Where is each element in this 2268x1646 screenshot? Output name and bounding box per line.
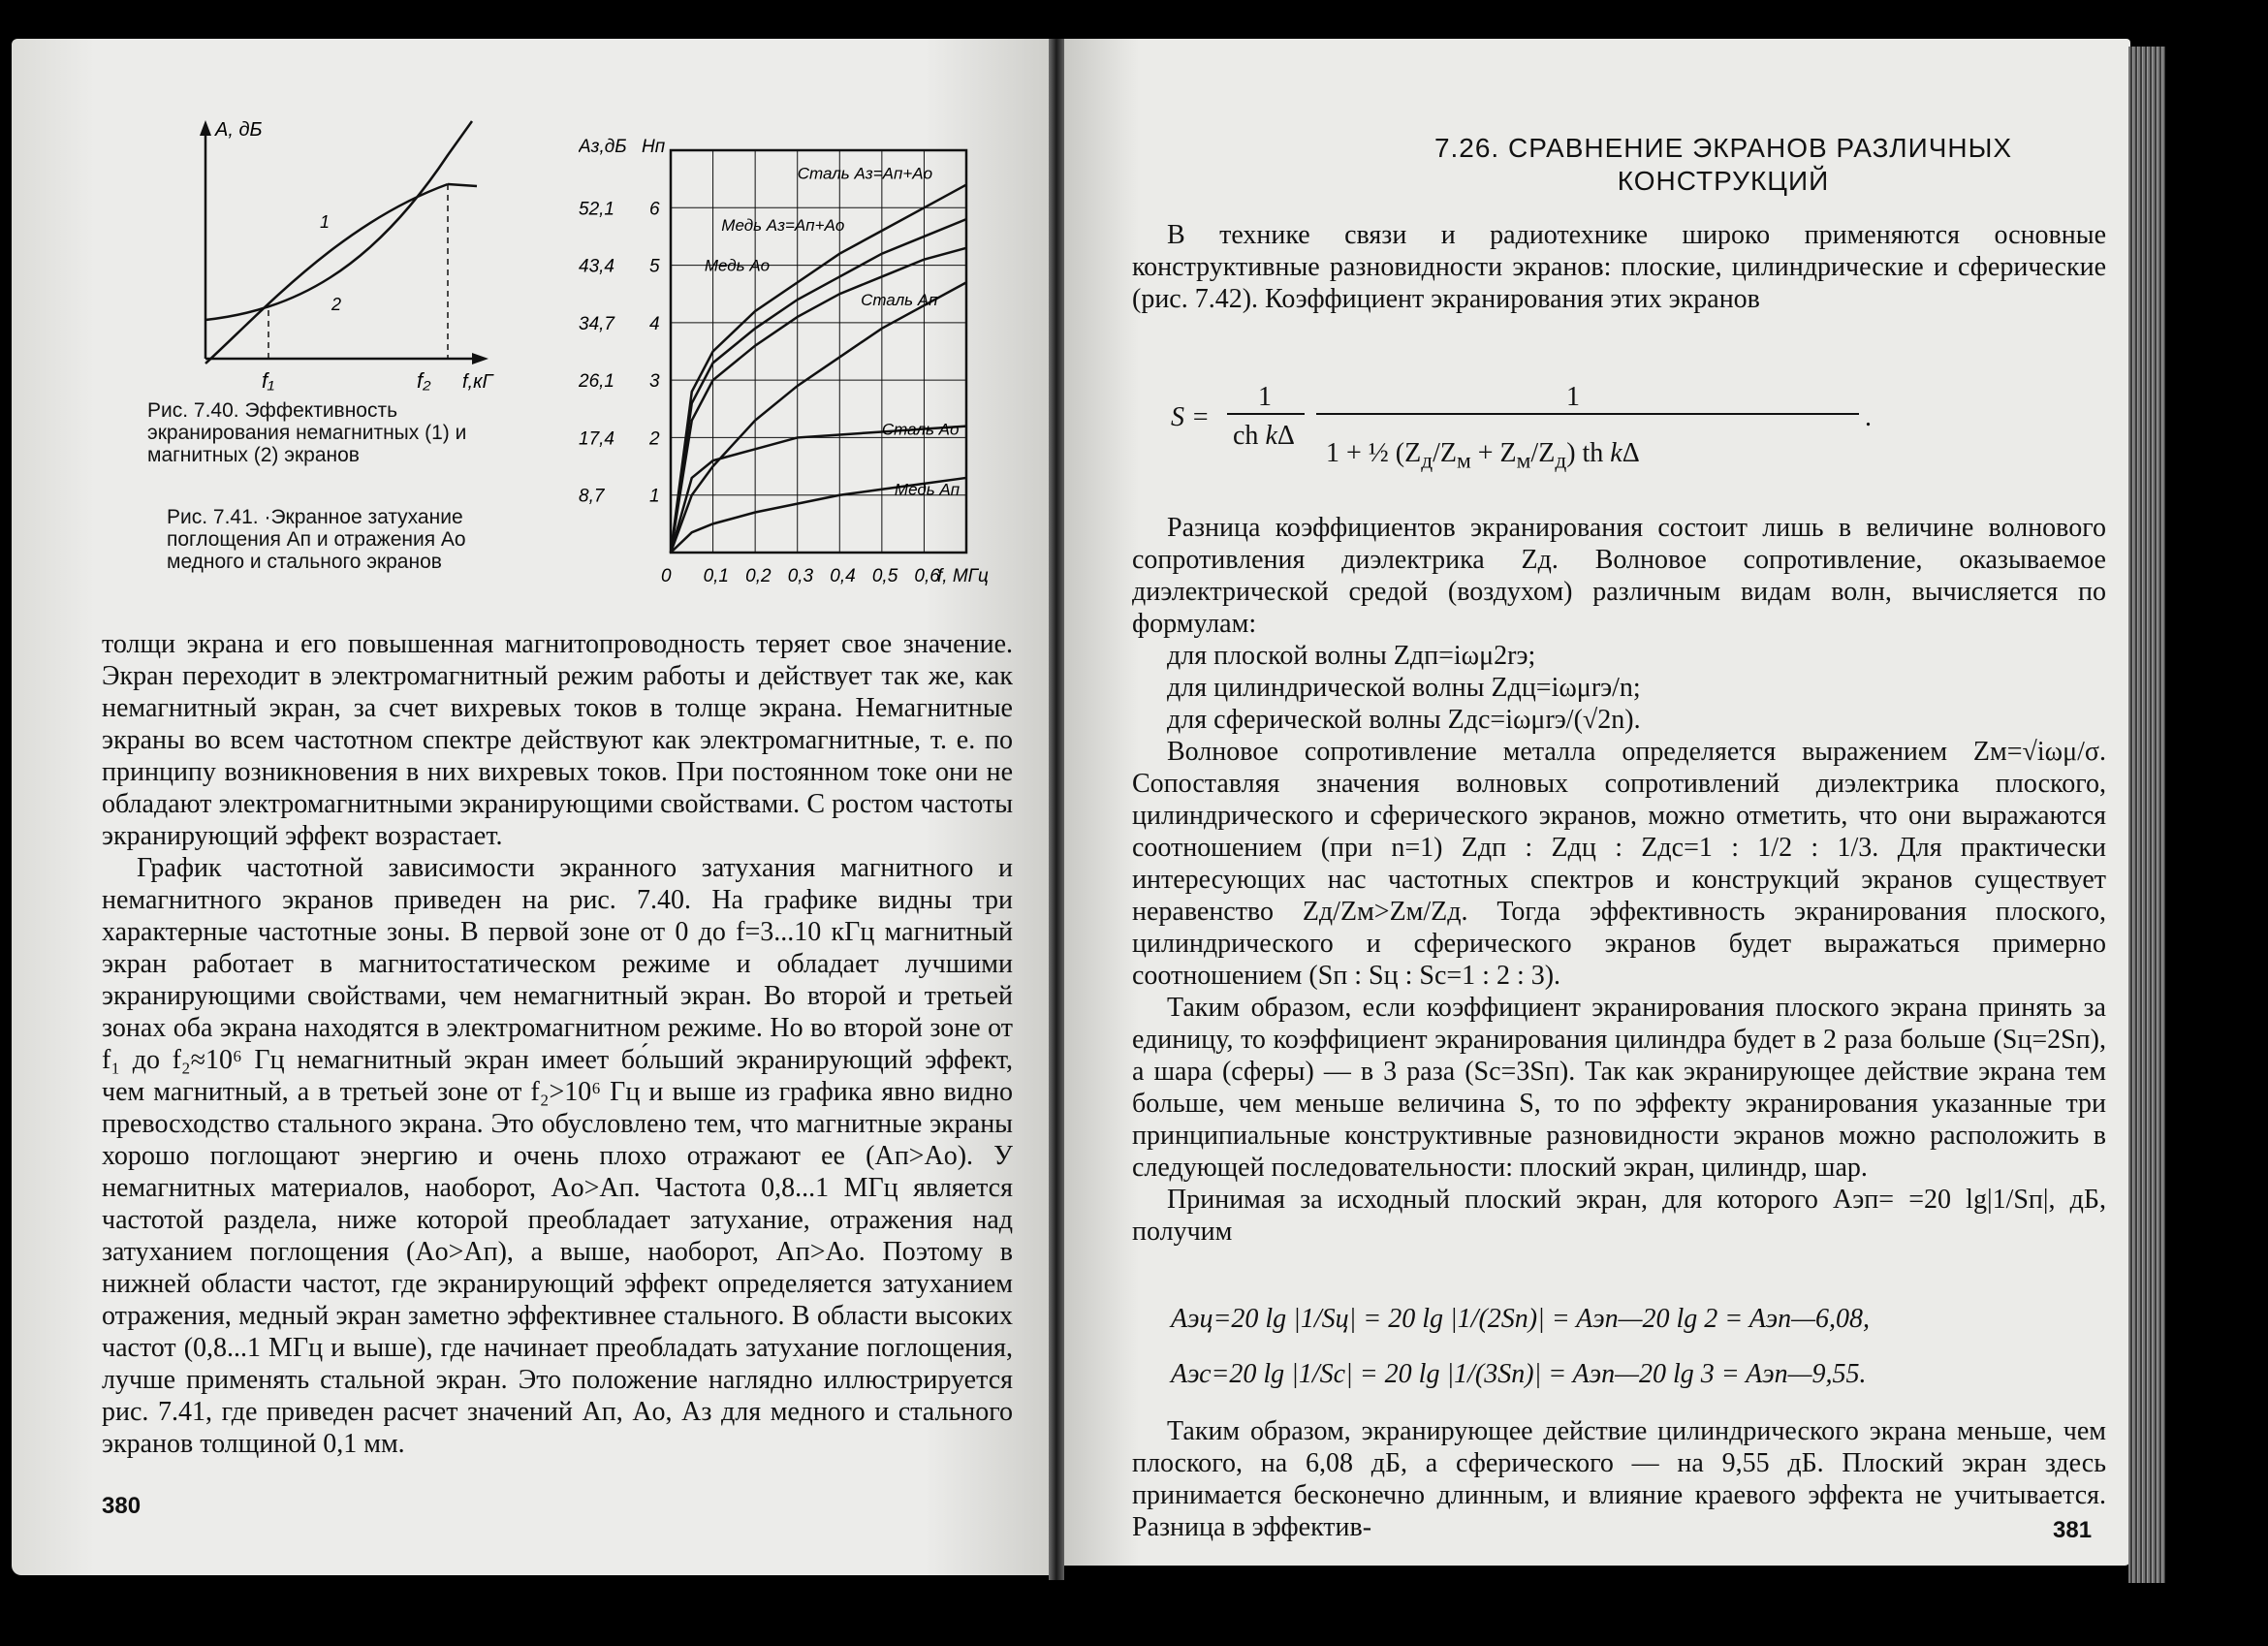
right-para-4: Принимая за исходный плоский экран, для которого Aэп= =20 lg|1/Sп|, дБ, получим — [1132, 1185, 2106, 1247]
right-para-3: Таким образом, если коэффициент экранирования плоского экрана принять за единицу, то коэффициент экранирования цилиндра будет в 2 раза больше (Sц=2Sп), а шара (сферы) — в 3 раза (Sс=3Sп). Так как экранирующее действие экрана тем больше, чем меньше величина S, то по эффекту экранирования указанные три принципиальные конструктивные разновидности экранов можно расположить в следующей последовательности: плоский экран, цилиндр, шар. — [1132, 993, 2106, 1183]
x-tick-label: 0 — [661, 566, 672, 586]
right-para-1: Разница коэффициентов экранирования состоит лишь в величине волнового сопротивления диэлектрика Zд. Волновое сопротивление, оказываемое диэлектрической средой (воздухом) различным видам волн, вычисляется по формулам: — [1132, 513, 2106, 639]
x-tick-label: 0,4 — [830, 566, 856, 586]
y-tick-np: 3 — [649, 371, 660, 393]
y-tick-db: 26,1 — [579, 371, 614, 393]
fig40-ylabel: A, дБ — [215, 119, 263, 141]
series-label: Медь Aо — [704, 256, 771, 275]
fig40-curve2-label: 2 — [331, 295, 342, 314]
y-tick-db: 17,4 — [579, 428, 614, 450]
y-tick-np: 5 — [649, 256, 660, 277]
y-axis-label-np: Нп — [642, 137, 666, 157]
right-intro: В технике связи и радиотехнике широко применяются основные конструктивные разновидности экранов: плоские, цилиндрические и сферические (рис. 7.42). Коэффициент экранирования этих экранов — [1132, 220, 2106, 314]
right-para-2: Волновое сопротивление металла определяется выражением Zм=√iωμ/σ. Сопоставляя значения волновых сопротивлений диэлектрика плоского, цилиндрического и сферического экранов, можно отметить, что они выражаются соотношением (при n=1) Zдп : Zдц : Zдс=1 : 1/2 : 1/3. Для практически интересующих нас частотных спектров и конструкций экранов существует неравенство Zд/Zм>Zм/Zд. Тогда эффективность экранирования плоского, цилиндрического и сферического экранов будет выражаться примерно соотношением (Sп : Sц : Sс=1 : 2 : 3). — [1132, 737, 2106, 991]
y-tick-db: 52,1 — [579, 199, 614, 220]
left-page — [12, 39, 1049, 1575]
book-page-edges — [2128, 47, 2165, 1583]
fig41-caption: Рис. 7.41. ·Экранное затухание поглощения Aп и отражения Aо медного и стального экранов — [167, 506, 466, 573]
fig40-xlabel: f,кГ — [462, 371, 493, 393]
y-tick-np: 1 — [649, 486, 660, 507]
fig40-f2: f₂ — [417, 368, 431, 393]
left-body — [102, 628, 1013, 1460]
x-tick-label: 0,2 — [745, 566, 772, 586]
right-formula-plane: для плоской волны Zдп=iωμ2rэ; — [1167, 641, 1536, 671]
right-body — [1132, 512, 2106, 1248]
section-heading-line2: КОНСТРУКЦИЙ — [1617, 166, 1830, 196]
series-label: Сталь Aо — [881, 420, 960, 439]
y-tick-np: 2 — [649, 428, 660, 450]
fig41-chart — [579, 126, 1015, 611]
x-tick-label: 0,3 — [787, 566, 814, 586]
x-tick-label: 0,1 — [703, 566, 729, 586]
x-tick-label: 0,5 — [871, 566, 898, 586]
section-heading-line1: 7.26. СРАВНЕНИЕ ЭКРАНОВ РАЗЛИЧНЫХ — [1433, 133, 2013, 163]
x-tick-label: 0,6 — [914, 566, 940, 586]
fig40-graph — [176, 116, 545, 397]
fig40-caption: Рис. 7.40. Эффективность экранирования немагнитных (1) и магнитных (2) экранов — [147, 399, 467, 466]
y-tick-db: 43,4 — [579, 256, 614, 277]
y-tick-db: 8,7 — [579, 486, 605, 507]
right-formula-cyl: для цилиндрической волны Zдц=iωμrэ/n; — [1167, 673, 1641, 703]
y-tick-db: 34,7 — [579, 313, 614, 334]
series-label: Медь Aп — [894, 480, 961, 499]
right-page — [1064, 39, 2130, 1566]
equation-cylinder: Aэц=20 lg |1/Sц| = 20 lg |1/(2Sп)| = Aэп—20 lg 2 = Aэп—6,08, — [1171, 1304, 1871, 1334]
y-tick-np: 4 — [649, 313, 660, 334]
book-gutter — [1049, 39, 1064, 1580]
left-page-number: 380 — [102, 1493, 142, 1519]
left-para-1: толщи экрана и его повышенная магнитопроводность теряет свое значение. Экран переходит в электромагнитный режим работы и действует так же, как немагнитный экран, за счет вихревых токов в толще экрана. Немагнитные экраны во всем частотном спектре действуют как электромагнитные, т. е. по принципу возникновения в них вихревых токов. При постоянном токе они не обладают электромагнитными экранирующими свойствами. С ростом частоты экранирующий эффект возрастает. — [102, 629, 1013, 851]
fig40-f1: f₁ — [262, 368, 275, 393]
y-tick-np: 6 — [649, 199, 660, 220]
right-page-number: 381 — [2053, 1517, 2093, 1543]
series-label: Сталь Aп — [861, 291, 938, 310]
x-axis-label: f, МГц — [937, 566, 989, 586]
fig40-curve1-label: 1 — [320, 212, 331, 232]
formula-S: S = 1 ch kΔ 1 1 + ½ $(Z_д/Z_м + Z_м/Z_д)$ th kΔ . — [1171, 382, 1872, 474]
right-formula-sph: для сферической волны Zдс=iωμrэ/(√2n). — [1167, 705, 1641, 735]
equation-sphere: Aэс=20 lg |1/Sс| = 20 lg |1/(3Sп)| = Aэп—20 lg 3 = Aэп—9,55. — [1171, 1359, 1867, 1389]
left-para-2: График частотной зависимости экранного затухания магнитного и немагнитного экранов приведен на рис. 7.40. На графике видны три характерные частотные зоны. В первой зоне от 0 до f=3...10 кГц магнитный экран работает в магнитостатическом режиме и обладает лучшими экранирующими свойствами, чем немагнитный экран. Во второй и третьей зонах оба экрана находятся в электромагнитном режиме. Но во второй зоне от f₁ до f₂≈10⁶ Гц немагнитный экран имеет бо́льший экранирующий эффект, чем магнитный, а в третьей зоне от f₂>10⁶ Гц и выше из графика явно видно превосходство стального экрана. Это обусловлено тем, что магнитные экраны хорошо поглощают энергию и очень плохо отражают ее (Aп>Aо). У немагнитных материалов, наоборот, Aо>Aп. Частота 0,8...1 МГц является частотой раздела, ниже которой преобладает затухание, отражения над затуханием поглощения (Aо>Aп), а выше, наоборот, Aп>Aо. Поэтому в нижней области частот, где экранирующий эффект определяется затуханием отражения, медный экран заметно эффективнее стального. В области высоких частот (0,8...1 МГц и выше), где начинает преобладать затухание поглощения, лучше применять стальной экран. Это положение наглядно иллюстрируется рис. 7.41, где приведен расчет значений Aп, Aо, Aз для медного и стального экранов толщиной 0,1 мм. — [102, 853, 1013, 1459]
series-label: Сталь Aз=Aп+Aо — [797, 164, 933, 183]
y-axis-label-db: Aз,дБ — [579, 137, 627, 157]
right-closing: Таким образом, экранирующее действие цилиндрического экрана меньше, чем плоского, на 6,08 дБ, а сферического — на 9,55 дБ. Плоский экран здесь принимается бесконечно длинным, и влияние краевого эффекта не учитывается. Разница в эффектив- — [1132, 1416, 2106, 1542]
series-label: Медь Aз=Aп+Aо — [721, 216, 845, 235]
